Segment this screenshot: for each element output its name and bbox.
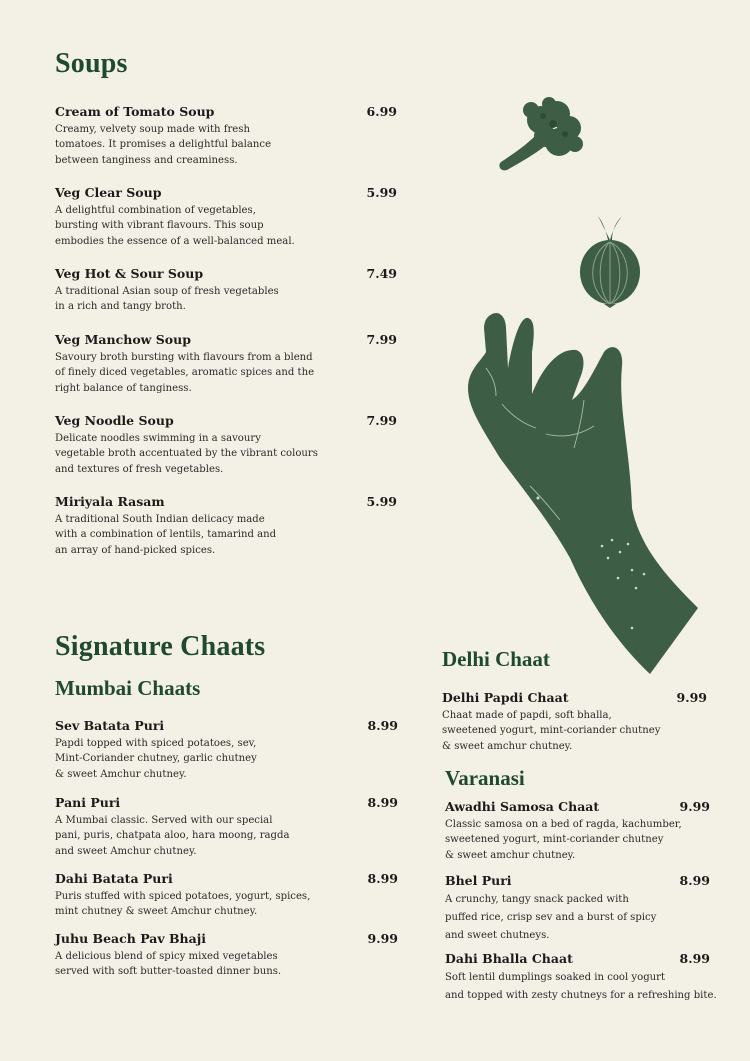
item-description: Delicate noodles swimming in a savoury vegetable broth accentuated by the vibrant colours and textures of fresh vegetables. <box>55 433 318 475</box>
menu-item-dahi-batata-puri <box>55 871 398 920</box>
item-description: Savoury broth bursting with flavours from a blend of finely diced vegetables, aromatic spices and the right balance of tanginess. <box>55 352 315 394</box>
menu-item-delhi-papdi-chaat <box>442 690 707 754</box>
item-name: Delhi Papdi Chaat <box>442 690 569 705</box>
item-price: 8.99 <box>367 795 398 810</box>
varanasi-title: Varanasi <box>445 766 525 790</box>
item-description: Soft lentil dumplings soaked in cool yogurt and topped with zesty chutneys for a refreshing bite. <box>445 972 717 1001</box>
item-description: A traditional South Indian delicacy made with a combination of lentils, tamarind and an array of hand-picked spices. <box>55 514 277 556</box>
delhi-chaat-title: Delhi Chaat <box>442 647 550 671</box>
menu-item-veg-noodle-soup <box>55 413 397 477</box>
soups-title: Soups <box>55 48 128 79</box>
item-name: Bhel Puri <box>445 873 512 888</box>
item-description: Puris stuffed with spiced potatoes, yogurt, spices, mint chutney & sweet Amchur chutney. <box>55 891 311 918</box>
item-name: Veg Noodle Soup <box>55 413 174 428</box>
mumbai-chaats-title: Mumbai Chaats <box>55 676 201 700</box>
item-description: Creamy, velvety soup made with fresh tomatoes. It promises a delightful balance between tanginess and creaminess. <box>55 124 272 166</box>
item-description: A Mumbai classic. Served with our special pani, puris, chatpata aloo, hara moong, ragda and sweet Amchur chutney. <box>55 815 290 857</box>
item-description: A delicious blend of spicy mixed vegetables served with soft butter-toasted dinner buns. <box>55 951 282 978</box>
broccoli-icon <box>495 96 585 176</box>
item-price: 7.99 <box>366 413 397 428</box>
item-name: Veg Hot & Sour Soup <box>55 266 204 281</box>
hand-icon <box>462 308 706 676</box>
menu-item-awadhi-samosa-chaat <box>445 799 710 863</box>
item-name: Awadhi Samosa Chaat <box>445 799 600 814</box>
item-description: A delightful combination of vegetables, bursting with vibrant flavours. This soup embodies the essence of a well-balanced meal. <box>55 205 295 247</box>
item-name: Juhu Beach Pav Bhaji <box>55 931 207 946</box>
menu-item-dahi-bhalla-chaat <box>445 951 717 1005</box>
menu-item-pani-puri <box>55 795 398 859</box>
item-name: Dahi Bhalla Chaat <box>445 951 573 966</box>
item-price: 8.99 <box>367 718 398 733</box>
menu-item-veg-clear-soup <box>55 185 397 249</box>
item-price: 7.49 <box>366 266 397 281</box>
item-name: Miriyala Rasam <box>55 494 165 509</box>
item-name: Veg Manchow Soup <box>55 332 191 347</box>
item-price: 7.99 <box>366 332 397 347</box>
item-description: A traditional Asian soup of fresh vegetables in a rich and tangy broth. <box>55 286 279 313</box>
menu-item-veg-hot-sour-soup <box>55 266 397 315</box>
item-name: Pani Puri <box>55 795 121 810</box>
item-price: 6.99 <box>366 104 397 119</box>
item-name: Dahi Batata Puri <box>55 871 173 886</box>
item-description: Chaat made of papdi, soft bhalla, sweetened yogurt, mint-coriander chutney & sweet amchur chutney. <box>442 710 661 752</box>
item-name: Cream of Tomato Soup <box>55 104 215 119</box>
item-price: 9.99 <box>367 931 398 946</box>
item-price: 9.99 <box>679 799 710 814</box>
item-price: 8.99 <box>679 951 710 966</box>
menu-item-sev-batata-puri <box>55 718 398 782</box>
onion-icon <box>578 212 642 308</box>
menu-item-juhu-beach-pav-bhaji <box>55 931 398 980</box>
item-price: 5.99 <box>366 185 397 200</box>
item-price: 8.99 <box>367 871 398 886</box>
item-description: A crunchy, tangy snack packed with puffed rice, crisp sev and a burst of spicy and sweet chutneys. <box>445 894 657 941</box>
menu-item-bhel-puri <box>445 873 710 945</box>
menu-item-veg-manchow-soup <box>55 332 397 396</box>
item-price: 8.99 <box>679 873 710 888</box>
item-name: Sev Batata Puri <box>55 718 165 733</box>
item-name: Veg Clear Soup <box>55 185 162 200</box>
item-description: Papdi topped with spiced potatoes, sev, Mint-Coriander chutney, garlic chutney & sweet Amchur chutney. <box>55 738 257 780</box>
menu-item-miriyala-rasam <box>55 494 397 558</box>
menu-item-cream-of-tomato-soup <box>55 104 397 168</box>
signature-chaats-title: Signature Chaats <box>55 631 266 662</box>
item-price: 9.99 <box>676 690 707 705</box>
item-price: 5.99 <box>366 494 397 509</box>
item-description: Classic samosa on a bed of ragda, kachumber, sweetened yogurt, mint-coriander chutney & sweet amchur chutney. <box>445 819 682 861</box>
